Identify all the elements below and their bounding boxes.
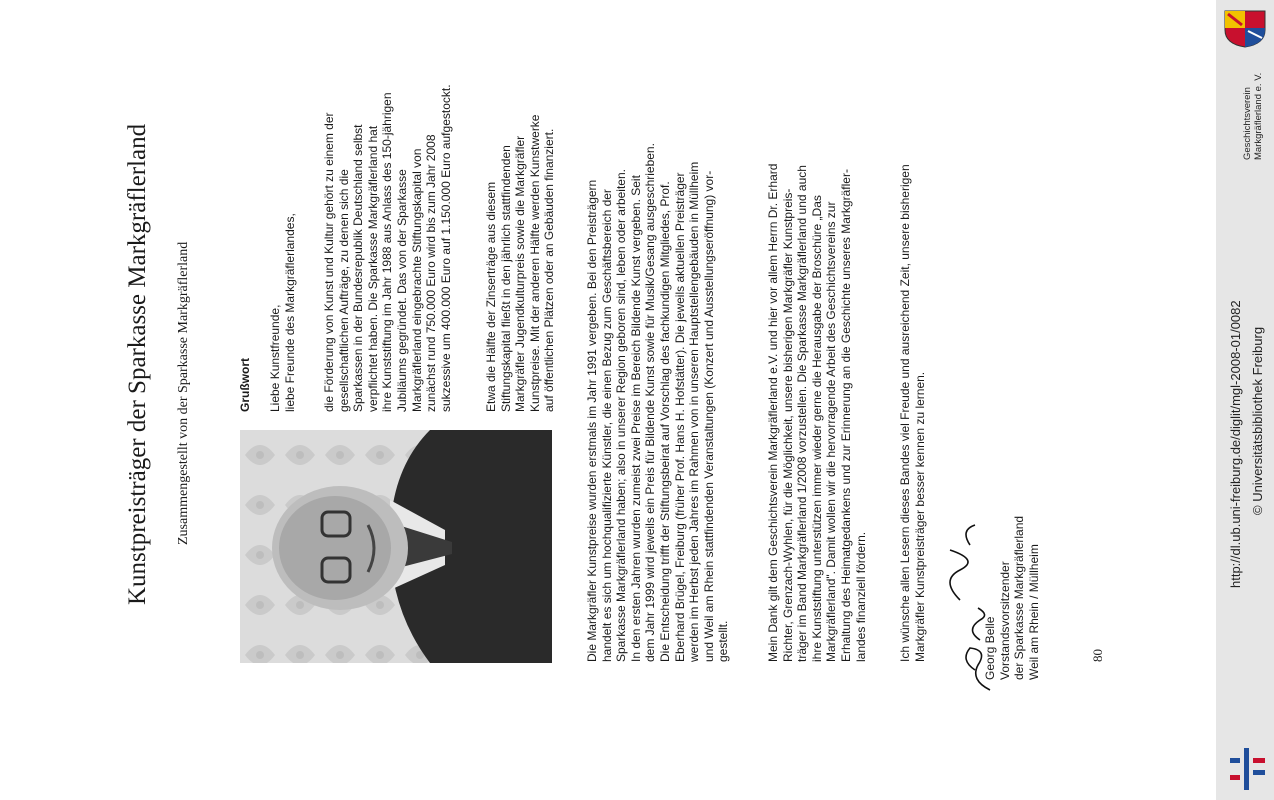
paragraph-1 bbox=[322, 84, 453, 412]
text-line: Stiftungskapital fließt in den jährlich stattfindenden bbox=[498, 145, 513, 412]
text-line: liebe Freunde des Markgräflerlandes, bbox=[282, 213, 297, 412]
text-line: Markgräflerland eingebrachte Stiftungskapital von bbox=[409, 148, 424, 412]
document-url-link[interactable]: http://dl.ub.uni-freiburg.de/diglit/mgl-2008-01/0082 bbox=[1228, 300, 1243, 588]
text-line: Etwa die Hälfte der Zinserträge aus diesem bbox=[484, 181, 498, 412]
paragraph-2 bbox=[484, 115, 557, 413]
text-line: Ich wünsche allen Lesern dieses Bandes viel Freude und ausreichend Zeit, unsere bisherigen bbox=[898, 164, 912, 662]
text-line: Mein Dank gilt dem Geschichtsverein Markgräflerland e.V. und hier vor allem Herrn Dr. Erhard bbox=[766, 163, 780, 662]
text-line: Jubiläums gegründet. Das von der Sparkasse bbox=[394, 169, 409, 412]
text-line: ihre Kunststiftung im Jahr 1988 aus Anlass des 150-jährigen bbox=[380, 92, 395, 412]
ub-freiburg-logo-icon[interactable] bbox=[1226, 744, 1268, 794]
text-line: Sparkasse Markgräflerland haben; also in unserer Region geboren sind, leben oder arbeiten. bbox=[614, 169, 629, 662]
text-line: landes finanziell fördern. bbox=[853, 531, 868, 662]
text-line: sukzessive um 400.000 Euro auf 1.150.000 Euro aufgestockt. bbox=[438, 84, 453, 412]
text-line: handelt es sich um hochqualifizierte Künstler, die einen Bezug zum Geschäftsbereich der bbox=[599, 189, 614, 662]
page-subtitle: Zusammengestellt von der Sparkasse Markgräflerland bbox=[176, 241, 191, 545]
text-line: Die Markgräfler Kunstpreise wurden erstmals im Jahr 1991 vergeben. Bei den Preisträgern bbox=[585, 179, 599, 662]
text-line: ihre Kunststiftung unterstützen immer wieder gerne die Herausgabe der Broschüre „Das bbox=[809, 195, 824, 662]
text-line: zunächst rund 750.000 Euro wird bis zum Jahr 2008 bbox=[424, 134, 439, 412]
greeting-heading: Grußwort bbox=[238, 358, 252, 412]
page-number: 80 bbox=[1090, 649, 1105, 662]
signatory-location: Weil am Rhein / Müllheim bbox=[1026, 544, 1041, 680]
text-line: und Weil am Rhein stattfindenden Veranstaltungen (Konzert und Ausstellungseröffnung) vor- bbox=[701, 170, 716, 662]
text-line: Erhaltung des Heimatgedankens und zur Erinnerung an die Geschichte unseres Markgräfler- bbox=[838, 169, 853, 662]
society-name bbox=[1242, 73, 1264, 160]
text-line: verpflichtet haben. Die Sparkasse Markgräflerland hat bbox=[365, 125, 380, 412]
text-line: träger im Band Markgräflerland 1/2008 vorzustellen. Die Sparkasse Markgräflerland und auch bbox=[795, 165, 810, 662]
portrait-photo bbox=[240, 430, 552, 663]
salutation bbox=[268, 213, 297, 412]
text-line: Eberhard Brügel, Freiburg (früher Prof. Hans H. Hofstätter). Die jeweils aktuellen Preisträger bbox=[672, 172, 687, 662]
text-line: Markgräfler Jugendkulturpreis sowie die Markgräfler bbox=[513, 135, 528, 412]
text-line: Die Entscheidung trifft der Stiftungsbeirat auf Vorschlag des fachkundigen Mitgliedes, Prof. bbox=[657, 181, 672, 662]
text-line: Liebe Kunstfreunde, bbox=[268, 304, 282, 412]
text-line: die Förderung von Kunst und Kultur gehört zu einem der bbox=[322, 112, 336, 412]
text-line: Kunstpreise. Mit der anderen Hälfte werden Kunstwerke bbox=[527, 114, 542, 412]
signatory-role: Vorstandsvorsitzender bbox=[997, 561, 1012, 680]
signatory-organization: der Sparkasse Markgräflerland bbox=[1012, 515, 1027, 680]
signature-block bbox=[983, 516, 1041, 680]
society-name-line: Geschichtsverein bbox=[1242, 87, 1253, 160]
paragraph-3 bbox=[585, 143, 731, 662]
paragraph-4 bbox=[766, 164, 868, 662]
text-line: Sparkassen in der Bundesrepublik Deutschland selbst bbox=[351, 124, 366, 412]
text-line: gestellt. bbox=[716, 620, 731, 662]
page-title: Kunstpreisträger der Sparkasse Markgräflerland bbox=[124, 123, 151, 605]
text-line: Markgräfler Kunstpreisträger besser kennen zu lernen. bbox=[912, 371, 927, 662]
text-line: werden im Herbst jeden Jahres im Rahmen von in unseren Hauptstellengebäuden in Müllheim bbox=[687, 161, 702, 662]
coat-of-arms-icon bbox=[1222, 8, 1268, 48]
text-line: auf öffentlichen Plätzen oder an Gebäuden finanziert. bbox=[542, 128, 557, 412]
paragraph-5 bbox=[898, 164, 927, 662]
copyright-notice: © Universitätsbibliothek Freiburg bbox=[1250, 326, 1265, 515]
society-name-line: Markgräflerland e. V. bbox=[1253, 72, 1264, 160]
text-line: gesellschaftlichen Aufträge, zu denen sich die bbox=[336, 169, 351, 412]
text-line: Markgräflerland". Damit wollen wir die hervorragende Arbeit des Geschichtsvereins zur bbox=[824, 201, 839, 662]
text-line: Richter, Grenzach-Wyhlen, für die Möglichkeit, unsere bisherigen Markgräfler Kunstpreis- bbox=[780, 188, 795, 662]
text-line: dem Jahr 1999 wird jeweils ein Preis für Bildende Kunst sowie für Musik/Gesang ausgeschrieben. bbox=[643, 143, 658, 662]
signatory-name: Georg Belle bbox=[983, 616, 997, 680]
text-line: In den ersten Jahren wurden zumeist zwei Preise im Bereich Bildende Kunst vergeben. Seit bbox=[628, 175, 643, 662]
